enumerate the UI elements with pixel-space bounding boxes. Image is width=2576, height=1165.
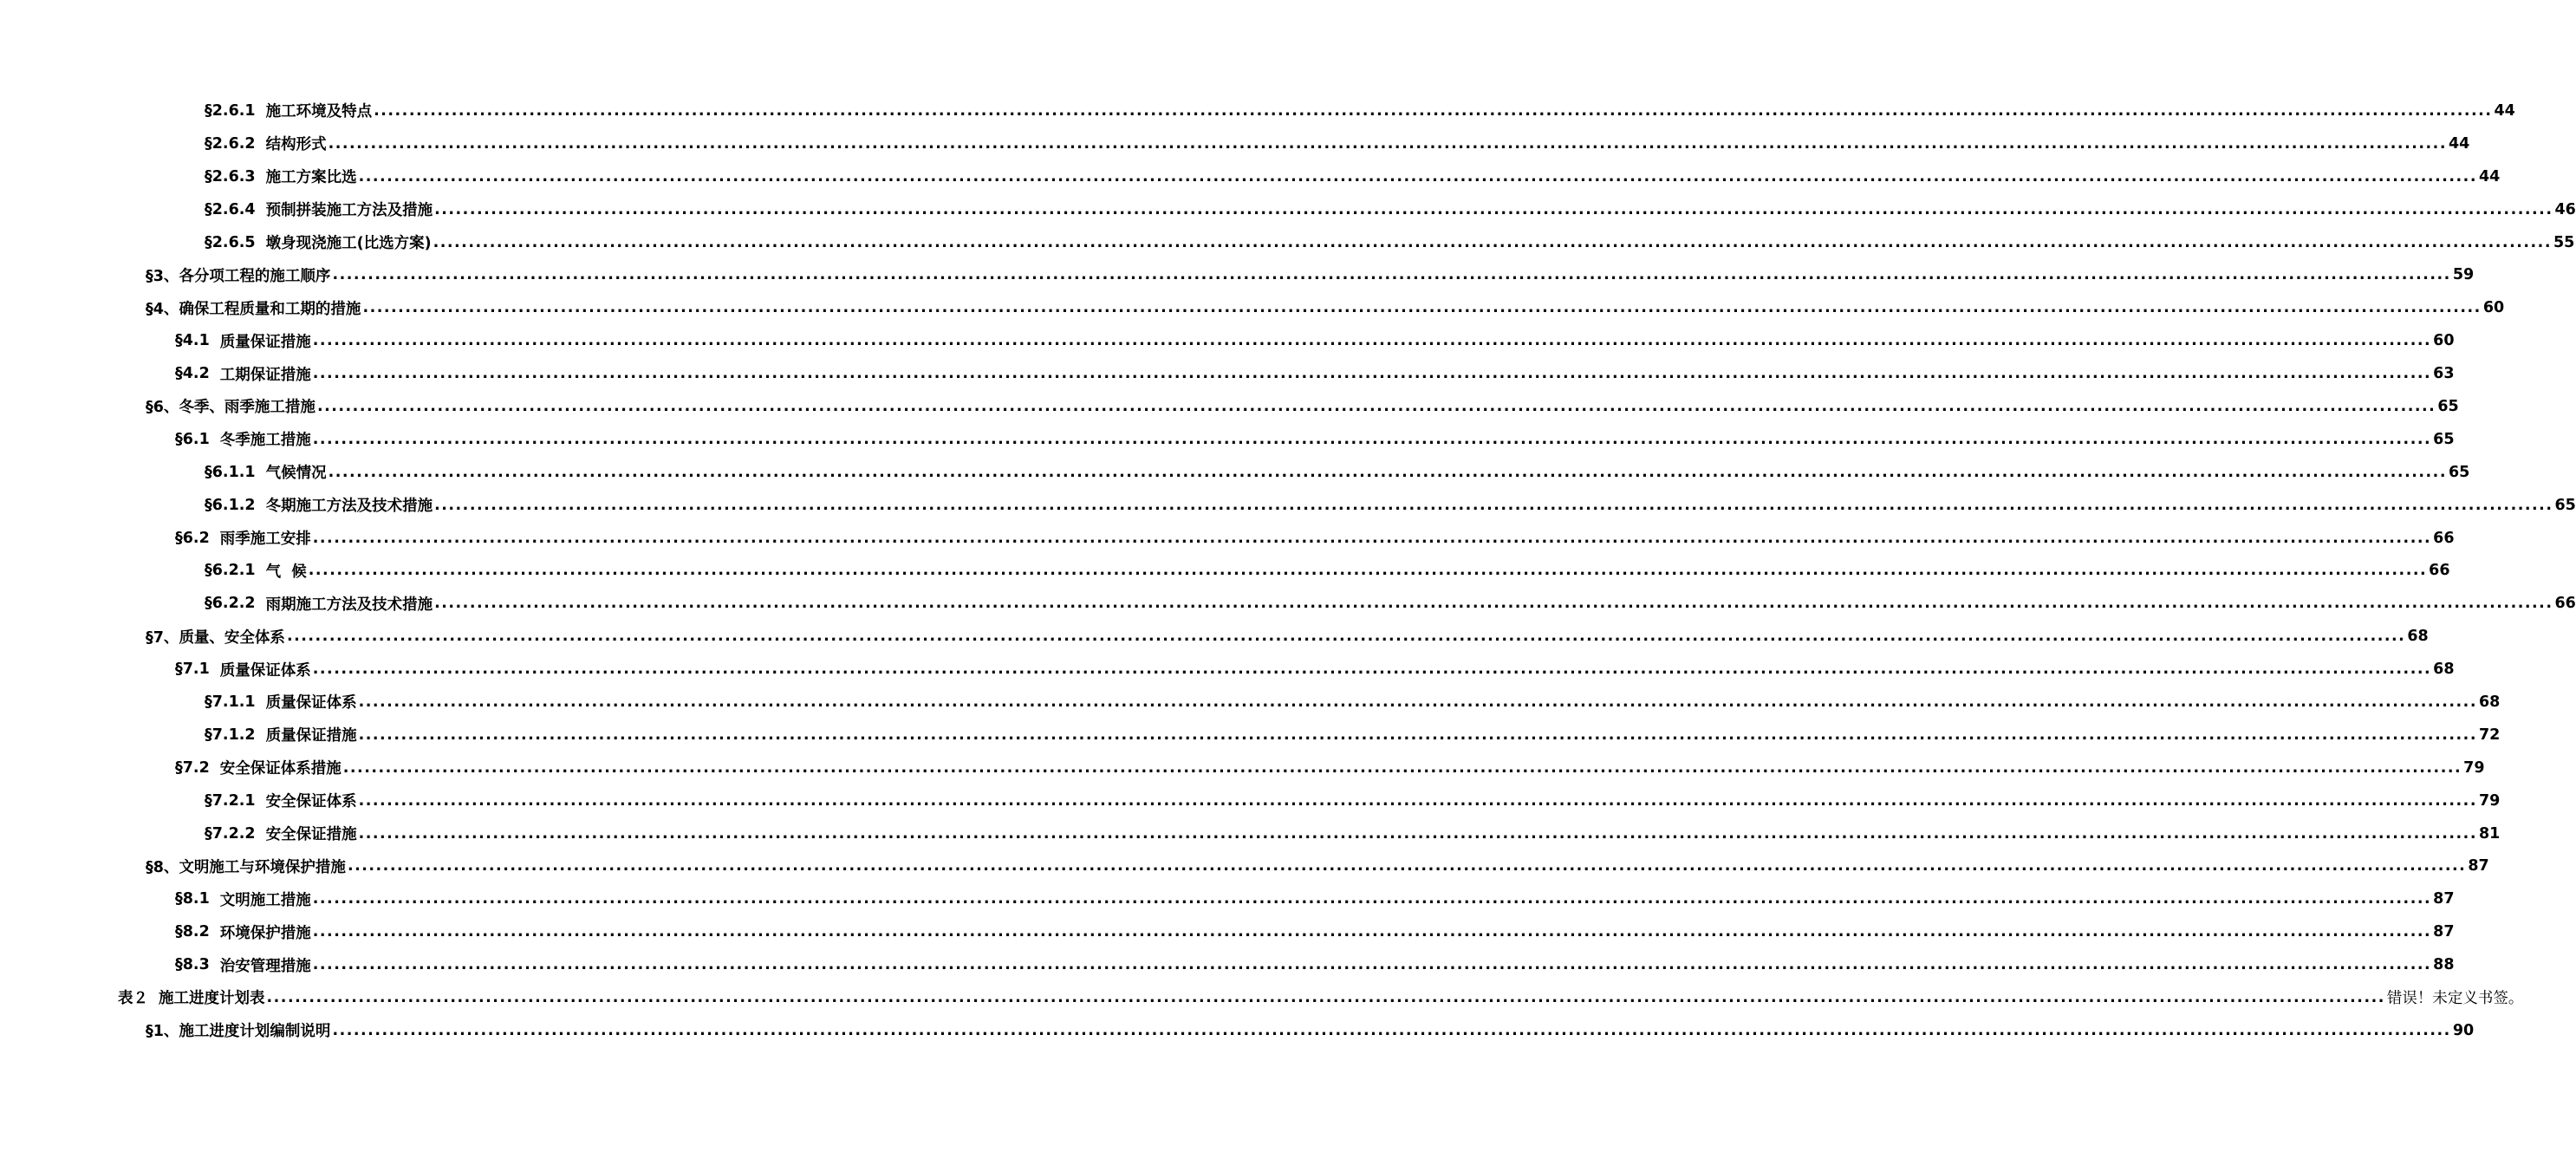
toc-dot-leader: ............................................................................................................................................................................................................................................................................................................ — [358, 167, 2477, 185]
toc-entry[interactable] — [0, 1014, 2475, 1047]
toc-entry-title: 冬季、雨季施工措施 — [179, 399, 315, 417]
toc-entry-title: 文明施工措施 — [219, 891, 311, 909]
toc-entry[interactable] — [0, 620, 2429, 653]
toc-entry-number: §7.2.1 — [205, 791, 256, 810]
toc-page-number: 60 — [2482, 299, 2505, 317]
toc-entry[interactable] — [0, 784, 2501, 817]
toc-entry-title: 治安管理措施 — [219, 957, 311, 975]
toc-entry-title: 环境保护措施 — [219, 924, 311, 942]
toc-page-number: 59 — [2452, 266, 2475, 284]
toc-entry[interactable] — [0, 587, 2576, 620]
toc-entry-title: 墩身现浇施工(比选方案) — [265, 235, 432, 252]
toc-dot-leader: ............................................................................................................................................................................................................................................................................................................ — [312, 956, 2432, 974]
toc-dot-leader: ............................................................................................................................................................................................................................................................................................................ — [286, 628, 2406, 646]
toc-entry[interactable] — [0, 127, 2470, 160]
toc-dot-leader: ............................................................................................................................................................................................................................................................................................................ — [347, 857, 2467, 875]
toc-entry[interactable] — [0, 849, 2489, 882]
toc-entry-number: §2.6.1 — [205, 101, 256, 120]
toc-page-number: 66 — [2429, 562, 2450, 580]
toc-entry-number: §7.1.2 — [205, 726, 256, 744]
toc-page-number: 72 — [2478, 726, 2501, 744]
toc-entry-number: §8.2 — [175, 923, 210, 941]
toc-page-number: 60 — [2433, 332, 2455, 350]
toc-entry-title: 质量保证体系 — [265, 694, 357, 713]
toc-entry[interactable] — [0, 948, 2455, 981]
toc-dot-leader: ............................................................................................................................................................................................................................................................................................................ — [328, 134, 2447, 153]
toc-dot-leader: ............................................................................................................................................................................................................................................................................................................ — [312, 430, 2432, 448]
toc-page-number: 46 — [2554, 200, 2576, 218]
toc-entry[interactable] — [0, 357, 2455, 390]
toc-dot-leader: ............................................................................................................................................................................................................................................................................................................ — [332, 266, 2451, 284]
toc-page-number: 68 — [2407, 628, 2429, 646]
toc-dot-leader: ............................................................................................................................................................................................................................................................................................................ — [362, 299, 2482, 317]
toc-page-number: 65 — [2433, 430, 2455, 448]
toc-entry-number: §7.1 — [175, 661, 210, 679]
toc-entry-title: 气 候 — [265, 563, 307, 581]
toc-entry-number: §7.2.2 — [205, 824, 256, 843]
toc-entry-number: §7、 — [146, 628, 179, 647]
toc-dot-leader: ............................................................................................................................................................................................................................................................................................................ — [312, 365, 2432, 383]
toc-entry-title: 预制拼装施工方法及措施 — [265, 202, 433, 220]
toc-entry-title: 质量保证措施 — [219, 333, 311, 351]
toc-entry-number: §7.1.1 — [205, 693, 256, 711]
toc-dot-leader: ............................................................................................................................................................................................................................................................................................................ — [316, 397, 2436, 415]
toc-entry[interactable] — [0, 390, 2459, 423]
toc-page-number: 87 — [2433, 890, 2455, 908]
toc-entry-title: 确保工程质量和工期的措施 — [179, 300, 361, 318]
toc-entry-title: 安全保证措施 — [265, 826, 357, 844]
toc-dot-leader: ............................................................................................................................................................................................................................................................................................................ — [374, 101, 2493, 120]
toc-page-number: 55 — [2553, 233, 2575, 251]
toc-entry-number: §6.1 — [175, 430, 210, 448]
toc-entry-title: 质量、安全体系 — [179, 628, 285, 647]
toc-page-number: 81 — [2478, 824, 2501, 843]
toc-dot-leader: ............................................................................................................................................................................................................................................................................................................ — [312, 332, 2432, 350]
toc-page-number: 44 — [2494, 101, 2515, 120]
toc-page-number: 65 — [2437, 397, 2459, 415]
toc-entry[interactable] — [0, 817, 2501, 850]
toc-entry-number: §6.2.2 — [205, 595, 256, 613]
toc-entry-number: §6.2.1 — [205, 562, 256, 580]
toc-entry-title: 文明施工与环境保护措施 — [179, 858, 346, 876]
toc-dot-leader: ............................................................................................................................................................................................................................................................................................................ — [342, 758, 2462, 777]
toc-dot-leader: ............................................................................................................................................................................................................................................................................................................ — [358, 726, 2477, 744]
toc-entry-number: §1、 — [146, 1023, 179, 1041]
toc-entry-number: §2.6.2 — [205, 134, 256, 153]
toc-entry[interactable] — [0, 981, 2524, 1014]
toc-page-number: 65 — [2554, 496, 2576, 514]
toc-entry-number: §8.1 — [175, 890, 210, 908]
toc-entry[interactable] — [0, 554, 2450, 587]
toc-entry[interactable] — [0, 160, 2501, 193]
toc-entry-number: §7.2 — [175, 758, 210, 777]
toc-entry-title: 各分项工程的施工顺序 — [179, 267, 331, 285]
toc-entry-title: 施工进度计划编制说明 — [179, 1023, 331, 1041]
toc-page-number: 79 — [2463, 758, 2485, 777]
toc-bookmark-error: 错误！未定义书签。 — [2386, 990, 2524, 1008]
toc-entry-title: 雨季施工安排 — [219, 530, 311, 549]
toc-entry-number: §8.3 — [175, 956, 210, 974]
toc-entry-title: 安全保证体系措施 — [219, 760, 342, 778]
toc-page-number: 65 — [2448, 463, 2470, 481]
toc-entry-number: §6.2 — [175, 529, 210, 547]
toc-entry[interactable] — [0, 489, 2576, 522]
toc-entry[interactable] — [0, 882, 2455, 915]
toc-dot-leader: ............................................................................................................................................................................................................................................................................................................ — [434, 595, 2553, 613]
toc-entry[interactable] — [0, 324, 2455, 357]
toc-entry-title: 雨期施工方法及技术措施 — [265, 596, 433, 614]
toc-page-number: 66 — [2554, 595, 2576, 613]
toc-entry-title: 施工方案比选 — [265, 169, 357, 187]
toc-dot-leader: ............................................................................................................................................................................................................................................................................................................ — [434, 200, 2553, 218]
toc-entry-number: §6、 — [146, 399, 179, 417]
toc-page-number: 88 — [2433, 956, 2455, 974]
toc-page-number: 79 — [2478, 791, 2501, 810]
toc-entry-number: §2.6.4 — [205, 200, 256, 218]
toc-entry-title: 冬期施工方法及技术措施 — [265, 498, 433, 516]
toc-dot-leader: ............................................................................................................................................................................................................................................................................................................ — [312, 890, 2432, 908]
toc-entry[interactable] — [0, 686, 2501, 719]
toc-dot-leader: ............................................................................................................................................................................................................................................................................................................ — [433, 233, 2552, 251]
toc-entry[interactable] — [0, 752, 2485, 784]
toc-entry-title: 质量保证措施 — [265, 727, 357, 745]
toc-entry-title: 施工进度计划表 — [159, 990, 265, 1008]
toc-entry-number: §4.2 — [175, 365, 210, 383]
toc-dot-leader: ............................................................................................................................................................................................................................................................................................................ — [332, 1021, 2451, 1039]
toc-entry-title: 工期保证措施 — [219, 366, 311, 384]
toc-dot-leader: ............................................................................................................................................................................................................................................................................................................ — [312, 661, 2432, 679]
toc-entry[interactable] — [0, 915, 2455, 948]
toc-entry-number: §2.6.5 — [205, 233, 256, 251]
toc-entry[interactable] — [0, 291, 2505, 324]
toc-entry-title: 施工环境及特点 — [265, 103, 373, 121]
toc-entry[interactable] — [0, 719, 2501, 752]
toc-entry[interactable] — [0, 522, 2455, 555]
table-of-contents — [0, 94, 2576, 1047]
toc-page-number: 44 — [2478, 167, 2501, 185]
toc-entry-title: 质量保证体系 — [219, 661, 311, 680]
toc-entry-title: 冬季施工措施 — [219, 432, 311, 450]
toc-entry-number: §8、 — [146, 858, 179, 876]
toc-page-number: 68 — [2433, 661, 2455, 679]
toc-entry-number: §4.1 — [175, 332, 210, 350]
toc-entry-title: 安全保证体系 — [265, 793, 357, 811]
toc-dot-leader: ............................................................................................................................................................................................................................................................................................................ — [328, 463, 2447, 481]
toc-entry[interactable] — [0, 193, 2576, 226]
toc-dot-leader: ............................................................................................................................................................................................................................................................................................................ — [434, 496, 2553, 514]
toc-entry-number: §4、 — [146, 300, 179, 318]
toc-entry-number: §2.6.3 — [205, 167, 256, 185]
toc-page-number: 68 — [2478, 693, 2501, 711]
toc-entry-number: 表２ — [118, 990, 148, 1008]
toc-entry-title: 结构形式 — [265, 136, 327, 154]
toc-dot-leader: ............................................................................................................................................................................................................................................................................................................ — [312, 529, 2432, 547]
toc-entry-number: §3、 — [146, 267, 179, 285]
toc-dot-leader: ............................................................................................................................................................................................................................................................................................................ — [358, 693, 2477, 711]
toc-page-number: 44 — [2448, 134, 2470, 153]
toc-page-number: 63 — [2433, 365, 2455, 383]
toc-entry[interactable] — [0, 258, 2475, 291]
toc-dot-leader: ............................................................................................................................................................................................................................................................................................................ — [308, 562, 2428, 580]
toc-entry-title: 气候情况 — [265, 465, 327, 483]
toc-entry-number: §6.1.2 — [205, 496, 256, 514]
toc-page-number: 87 — [2433, 923, 2455, 941]
toc-entry[interactable] — [0, 226, 2575, 259]
toc-entry[interactable] — [0, 653, 2455, 686]
toc-dot-leader: ............................................................................................................................................................................................................................................................................................................ — [266, 988, 2385, 1006]
toc-entry-number: §6.1.1 — [205, 463, 256, 481]
toc-page-number: 90 — [2452, 1021, 2475, 1039]
toc-dot-leader: ............................................................................................................................................................................................................................................................................................................ — [358, 791, 2477, 810]
toc-dot-leader: ............................................................................................................................................................................................................................................................................................................ — [358, 824, 2477, 843]
toc-page-number: 87 — [2468, 857, 2489, 875]
toc-entry[interactable] — [0, 94, 2515, 127]
toc-entry[interactable] — [0, 423, 2455, 456]
toc-page-number: 66 — [2433, 529, 2455, 547]
toc-entry[interactable] — [0, 456, 2470, 489]
toc-dot-leader: ............................................................................................................................................................................................................................................................................................................ — [312, 923, 2432, 941]
